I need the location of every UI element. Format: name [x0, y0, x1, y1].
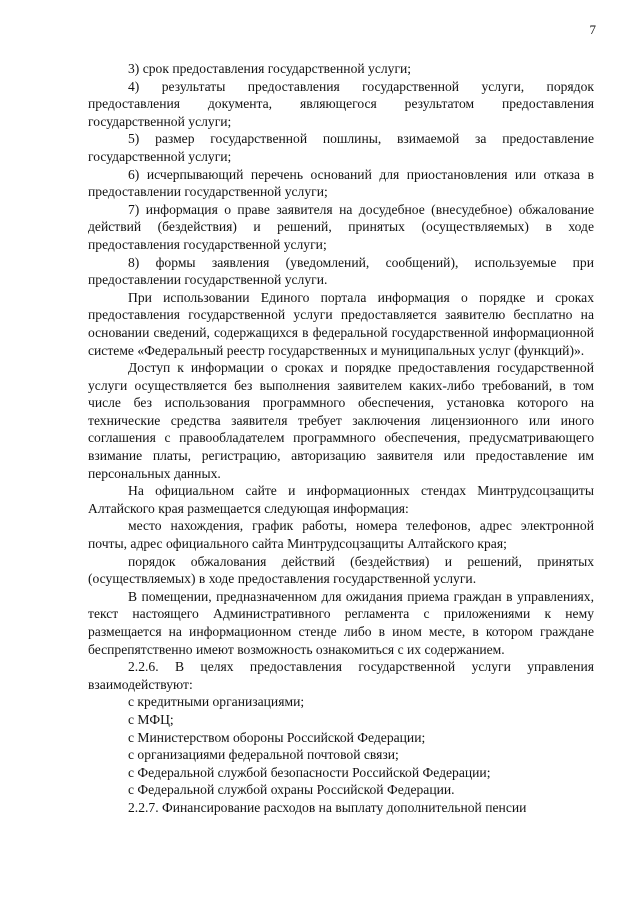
paragraph: В помещении, предназначенном для ожидания приема граждан в управлениях, текст настоящего Административного регламента с приложениями к нему размещается на информационном стенде либо в ином месте, в котором граждане беспрепятственно имеют возможность ознакомиться с их содержанием. — [88, 588, 594, 657]
paragraph: 3) срок предоставления государственной услуги; — [128, 61, 412, 76]
paragraph: Доступ к информации о сроках и порядке предоставления государственной услуги осуществляется без выполнения заявителем каких-либо требований, в том числе без использования программного обеспечения, установка которого на технические средства заявителя требует заключения лицензионного или иного соглашения с правообладателем программного обеспечения, предусматривающего взимание платы, регистрацию, авторизацию заявителя или предоставление им персональных данных. — [88, 360, 594, 481]
paragraph: 7) информация о праве заявителя на досудебное (внесудебное) обжалование действий (бездействия) и решений, принятых (осуществляемых) в ходе предоставления государственной услуги; — [88, 201, 594, 252]
document-body — [88, 60, 594, 817]
paragraph: 2.2.7. Финансирование расходов на выплату дополнительной пенсии — [128, 799, 527, 815]
paragraph: 8) формы заявления (уведомлений, сообщений), используемые при предоставлении государственной услуги. — [88, 254, 594, 288]
list-item: с Федеральной службой безопасности Российской Федерации; — [128, 764, 491, 780]
list-item: с Министерством обороны Российской Федерации; — [128, 729, 426, 745]
paragraph: 6) исчерпывающий перечень оснований для приостановления или отказа в предоставлении государственной услуги; — [88, 166, 594, 200]
list-item: с организациями федеральной почтовой связи; — [128, 747, 399, 763]
list-item: с кредитными организациями; — [128, 694, 305, 710]
paragraph: 5) размер государственной пошлины, взимаемой за предоставление государственной услуги; — [88, 131, 594, 164]
paragraph: 4) результаты предоставления государственной услуги, порядок предоставления документа, являющегося результатом предоставления государственной услуги; — [88, 78, 594, 129]
paragraph: При использовании Единого портала информация о порядке и сроках предоставления государственной услуги предоставляется заявителю бесплатно на основании сведений, содержащихся в федеральной государственной информационной системе «Федеральный реестр государственных и муниципальных услуг (функций)». — [88, 289, 594, 358]
paragraph: На официальном сайте и информационных стендах Минтрудсоцзащиты Алтайского края размещается следующая информация: — [88, 483, 594, 516]
list-item: с МФЦ; — [128, 711, 174, 727]
paragraph: 2.2.6. В целях предоставления государственной услуги управления взаимодействуют: — [88, 659, 594, 692]
paragraph: место нахождения, график работы, номера телефонов, адрес электронной почты, адрес официального сайта Минтрудсоцзащиты Алтайского края; — [88, 518, 594, 552]
list-item: с Федеральной службой охраны Российской Федерации. — [128, 782, 455, 798]
page-number: 7 — [589, 22, 596, 37]
paragraph: порядок обжалования действий (бездействия) и решений, принятых (осуществляемых) в ходе предоставления государственной услуги. — [88, 553, 594, 587]
